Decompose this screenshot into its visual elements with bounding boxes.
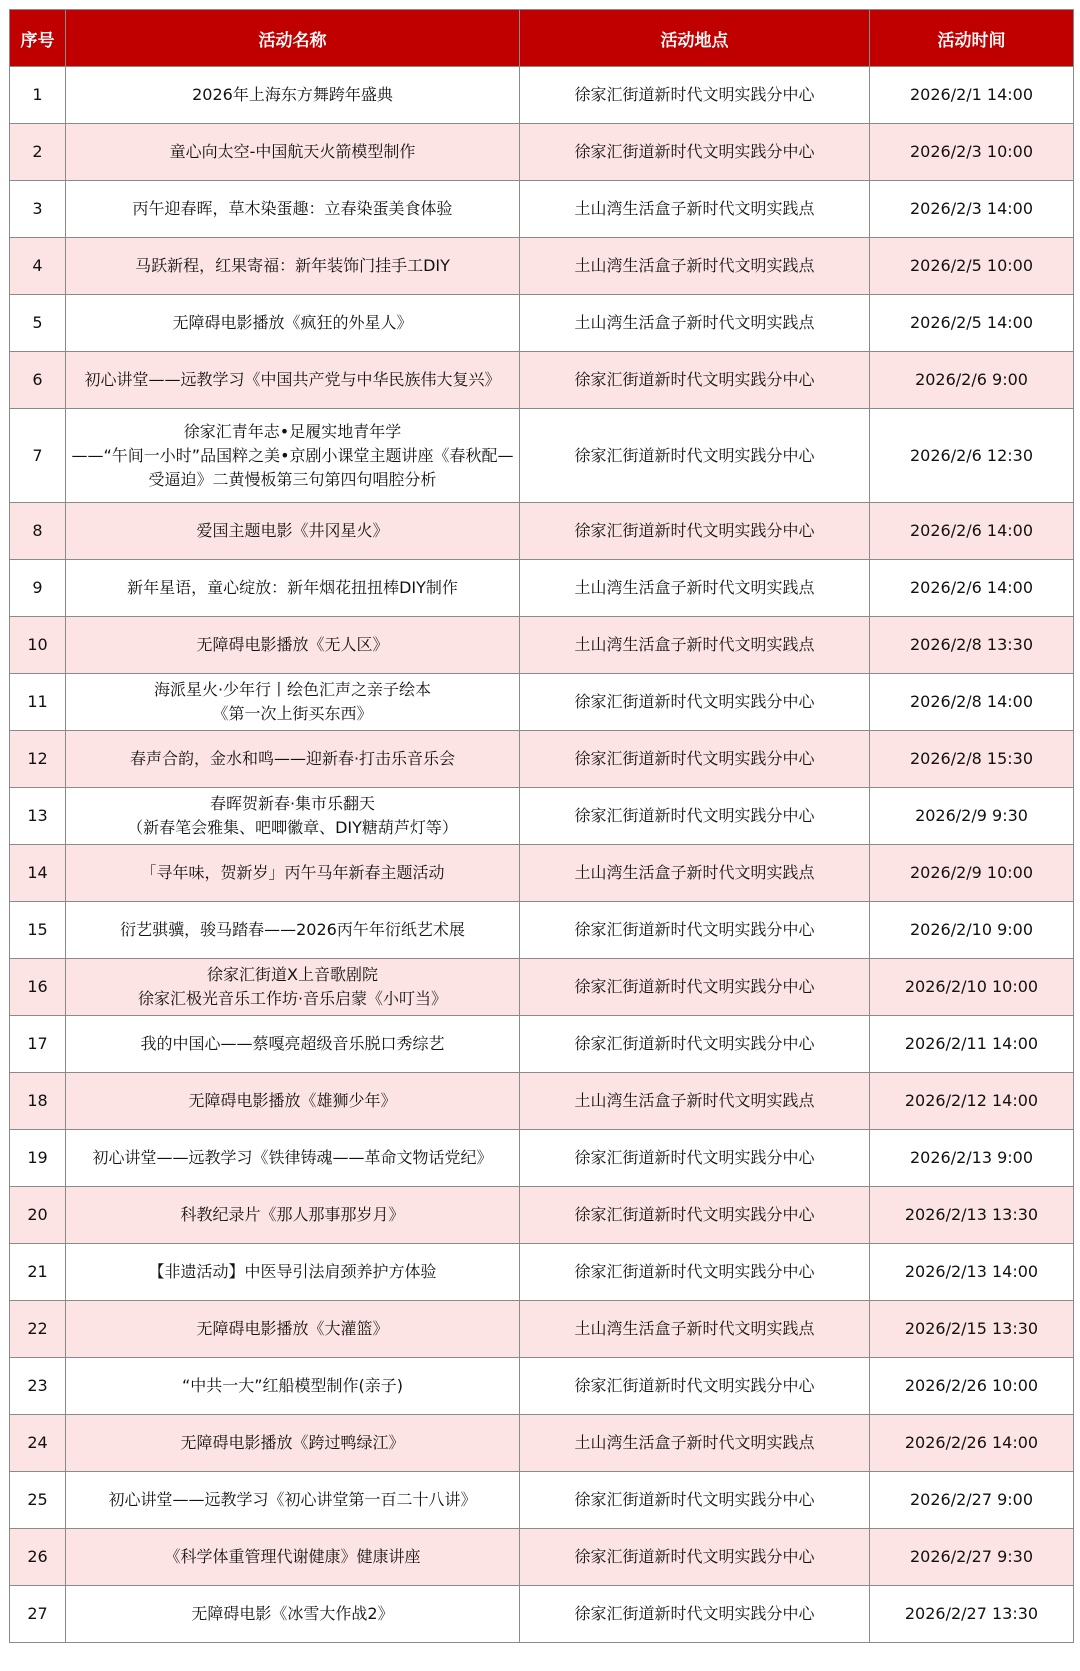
cell-place: 徐家汇街道新时代文明实践分中心: [520, 788, 870, 845]
cell-time: 2026/2/6 12:30: [870, 409, 1074, 503]
cell-time: 2026/2/8 15:30: [870, 731, 1074, 788]
cell-time: 2026/2/11 14:00: [870, 1016, 1074, 1073]
cell-name: 无障碍电影播放《跨过鸭绿江》: [66, 1415, 520, 1472]
header-no: 序号: [10, 10, 66, 67]
cell-no: 9: [10, 560, 66, 617]
cell-place: 土山湾生活盒子新时代文明实践点: [520, 1415, 870, 1472]
table-row: [10, 731, 1074, 788]
cell-time: 2026/2/9 9:30: [870, 788, 1074, 845]
cell-place: 徐家汇街道新时代文明实践分中心: [520, 1472, 870, 1529]
cell-no: 12: [10, 731, 66, 788]
cell-no: 14: [10, 845, 66, 902]
cell-place: 徐家汇街道新时代文明实践分中心: [520, 1358, 870, 1415]
cell-time: 2026/2/5 10:00: [870, 238, 1074, 295]
cell-no: 17: [10, 1016, 66, 1073]
cell-no: 25: [10, 1472, 66, 1529]
table-row: [10, 959, 1074, 1016]
table-row: [10, 1187, 1074, 1244]
cell-name: 初心讲堂——远教学习《铁律铸魂——革命文物话党纪》: [66, 1130, 520, 1187]
cell-place: 徐家汇街道新时代文明实践分中心: [520, 1529, 870, 1586]
cell-no: 18: [10, 1073, 66, 1130]
cell-name: 无障碍电影播放《大灌篮》: [66, 1301, 520, 1358]
cell-place: 徐家汇街道新时代文明实践分中心: [520, 959, 870, 1016]
table-row: [10, 1358, 1074, 1415]
cell-no: 3: [10, 181, 66, 238]
cell-time: 2026/2/1 14:00: [870, 67, 1074, 124]
cell-no: 24: [10, 1415, 66, 1472]
cell-name: 徐家汇青年志•足履实地青年学 ——“午间一小时”品国粹之美•京剧小课堂主题讲座《春秋配—受逼迫》二黄慢板第三句第四句唱腔分析: [66, 409, 520, 503]
cell-time: 2026/2/26 10:00: [870, 1358, 1074, 1415]
table-row: [10, 352, 1074, 409]
table-row: [10, 788, 1074, 845]
cell-place: 徐家汇街道新时代文明实践分中心: [520, 1130, 870, 1187]
cell-name: 春晖贺新春·集市乐翻天 （新春笔会雅集、吧唧徽章、DIY糖葫芦灯等）: [66, 788, 520, 845]
cell-time: 2026/2/8 13:30: [870, 617, 1074, 674]
cell-place: 徐家汇街道新时代文明实践分中心: [520, 674, 870, 731]
cell-place: 徐家汇街道新时代文明实践分中心: [520, 902, 870, 959]
cell-name: “中共一大”红船模型制作(亲子): [66, 1358, 520, 1415]
cell-time: 2026/2/8 14:00: [870, 674, 1074, 731]
cell-place: 徐家汇街道新时代文明实践分中心: [520, 1016, 870, 1073]
cell-name: 我的中国心——蔡嘎亮超级音乐脱口秀综艺: [66, 1016, 520, 1073]
cell-name: 丙午迎春晖，草木染蛋趣：立春染蛋美食体验: [66, 181, 520, 238]
cell-name: 无障碍电影播放《雄狮少年》: [66, 1073, 520, 1130]
cell-place: 徐家汇街道新时代文明实践分中心: [520, 409, 870, 503]
table-row: [10, 67, 1074, 124]
table-row: [10, 295, 1074, 352]
table-row: [10, 1472, 1074, 1529]
cell-place: 土山湾生活盒子新时代文明实践点: [520, 181, 870, 238]
cell-no: 13: [10, 788, 66, 845]
table-row: [10, 409, 1074, 503]
table-row: [10, 1130, 1074, 1187]
cell-time: 2026/2/13 14:00: [870, 1244, 1074, 1301]
cell-name: 2026年上海东方舞跨年盛典: [66, 67, 520, 124]
table-row: [10, 1301, 1074, 1358]
cell-no: 4: [10, 238, 66, 295]
cell-place: 土山湾生活盒子新时代文明实践点: [520, 238, 870, 295]
cell-no: 26: [10, 1529, 66, 1586]
cell-name: 无障碍电影《冰雪大作战2》: [66, 1586, 520, 1643]
table-row: [10, 845, 1074, 902]
table-body: [10, 67, 1074, 1643]
cell-name: 马跃新程，红果寄福：新年装饰门挂手工DIY: [66, 238, 520, 295]
cell-name: 「寻年味，贺新岁」丙午马年新春主题活动: [66, 845, 520, 902]
cell-time: 2026/2/10 9:00: [870, 902, 1074, 959]
cell-time: 2026/2/26 14:00: [870, 1415, 1074, 1472]
cell-place: 徐家汇街道新时代文明实践分中心: [520, 1187, 870, 1244]
cell-name: 无障碍电影播放《疯狂的外星人》: [66, 295, 520, 352]
activity-schedule: [9, 9, 1073, 1643]
cell-name: 【非遗活动】中医导引法肩颈养护方体验: [66, 1244, 520, 1301]
cell-time: 2026/2/27 9:30: [870, 1529, 1074, 1586]
cell-time: 2026/2/9 10:00: [870, 845, 1074, 902]
cell-place: 徐家汇街道新时代文明实践分中心: [520, 1586, 870, 1643]
cell-name: 新年星语，童心绽放：新年烟花扭扭棒DIY制作: [66, 560, 520, 617]
activity-table: [9, 9, 1074, 1643]
table-row: [10, 1586, 1074, 1643]
cell-place: 土山湾生活盒子新时代文明实践点: [520, 295, 870, 352]
table-row: [10, 902, 1074, 959]
cell-no: 20: [10, 1187, 66, 1244]
cell-place: 徐家汇街道新时代文明实践分中心: [520, 124, 870, 181]
cell-no: 8: [10, 503, 66, 560]
cell-name: 童心向太空-中国航天火箭模型制作: [66, 124, 520, 181]
cell-name: 初心讲堂——远教学习《初心讲堂第一百二十八讲》: [66, 1472, 520, 1529]
cell-no: 7: [10, 409, 66, 503]
cell-name: 科教纪录片《那人那事那岁月》: [66, 1187, 520, 1244]
cell-no: 22: [10, 1301, 66, 1358]
table-row: [10, 617, 1074, 674]
table-row: [10, 1073, 1074, 1130]
cell-time: 2026/2/6 9:00: [870, 352, 1074, 409]
cell-time: 2026/2/13 13:30: [870, 1187, 1074, 1244]
table-row: [10, 1244, 1074, 1301]
cell-no: 23: [10, 1358, 66, 1415]
cell-time: 2026/2/13 9:00: [870, 1130, 1074, 1187]
cell-place: 徐家汇街道新时代文明实践分中心: [520, 352, 870, 409]
cell-no: 27: [10, 1586, 66, 1643]
header-time: 活动时间: [870, 10, 1074, 67]
table-row: [10, 124, 1074, 181]
cell-no: 11: [10, 674, 66, 731]
cell-time: 2026/2/5 14:00: [870, 295, 1074, 352]
cell-name: 徐家汇街道X上音歌剧院 徐家汇极光音乐工作坊·音乐启蒙《小叮当》: [66, 959, 520, 1016]
cell-name: 初心讲堂——远教学习《中国共产党与中华民族伟大复兴》: [66, 352, 520, 409]
table-header: [10, 10, 1074, 67]
table-row: [10, 181, 1074, 238]
header-name: 活动名称: [66, 10, 520, 67]
cell-name: 春声合韵，金水和鸣——迎新春·打击乐音乐会: [66, 731, 520, 788]
cell-name: 无障碍电影播放《无人区》: [66, 617, 520, 674]
table-row: [10, 503, 1074, 560]
cell-place: 土山湾生活盒子新时代文明实践点: [520, 617, 870, 674]
table-row: [10, 560, 1074, 617]
cell-time: 2026/2/3 14:00: [870, 181, 1074, 238]
cell-no: 21: [10, 1244, 66, 1301]
cell-place: 徐家汇街道新时代文明实践分中心: [520, 503, 870, 560]
cell-place: 土山湾生活盒子新时代文明实践点: [520, 1073, 870, 1130]
cell-time: 2026/2/27 9:00: [870, 1472, 1074, 1529]
table-row: [10, 1016, 1074, 1073]
cell-no: 1: [10, 67, 66, 124]
cell-name: 爱国主题电影《井冈星火》: [66, 503, 520, 560]
cell-no: 2: [10, 124, 66, 181]
cell-place: 土山湾生活盒子新时代文明实践点: [520, 1301, 870, 1358]
cell-place: 土山湾生活盒子新时代文明实践点: [520, 845, 870, 902]
cell-time: 2026/2/15 13:30: [870, 1301, 1074, 1358]
table-row: [10, 674, 1074, 731]
cell-no: 10: [10, 617, 66, 674]
cell-time: 2026/2/3 10:00: [870, 124, 1074, 181]
cell-place: 徐家汇街道新时代文明实践分中心: [520, 1244, 870, 1301]
cell-time: 2026/2/6 14:00: [870, 560, 1074, 617]
cell-no: 5: [10, 295, 66, 352]
header-row: [10, 10, 1074, 67]
cell-place: 徐家汇街道新时代文明实践分中心: [520, 731, 870, 788]
cell-name: 海派星火·少年行丨绘色汇声之亲子绘本 《第一次上街买东西》: [66, 674, 520, 731]
cell-place: 徐家汇街道新时代文明实践分中心: [520, 67, 870, 124]
cell-name: 《科学体重管理代谢健康》健康讲座: [66, 1529, 520, 1586]
cell-time: 2026/2/12 14:00: [870, 1073, 1074, 1130]
table-row: [10, 238, 1074, 295]
cell-name: 衍艺骐骥，骏马踏春——2026丙午年衍纸艺术展: [66, 902, 520, 959]
cell-time: 2026/2/10 10:00: [870, 959, 1074, 1016]
cell-time: 2026/2/27 13:30: [870, 1586, 1074, 1643]
cell-no: 15: [10, 902, 66, 959]
header-place: 活动地点: [520, 10, 870, 67]
table-row: [10, 1529, 1074, 1586]
cell-place: 土山湾生活盒子新时代文明实践点: [520, 560, 870, 617]
cell-no: 6: [10, 352, 66, 409]
cell-time: 2026/2/6 14:00: [870, 503, 1074, 560]
cell-no: 16: [10, 959, 66, 1016]
table-row: [10, 1415, 1074, 1472]
cell-no: 19: [10, 1130, 66, 1187]
